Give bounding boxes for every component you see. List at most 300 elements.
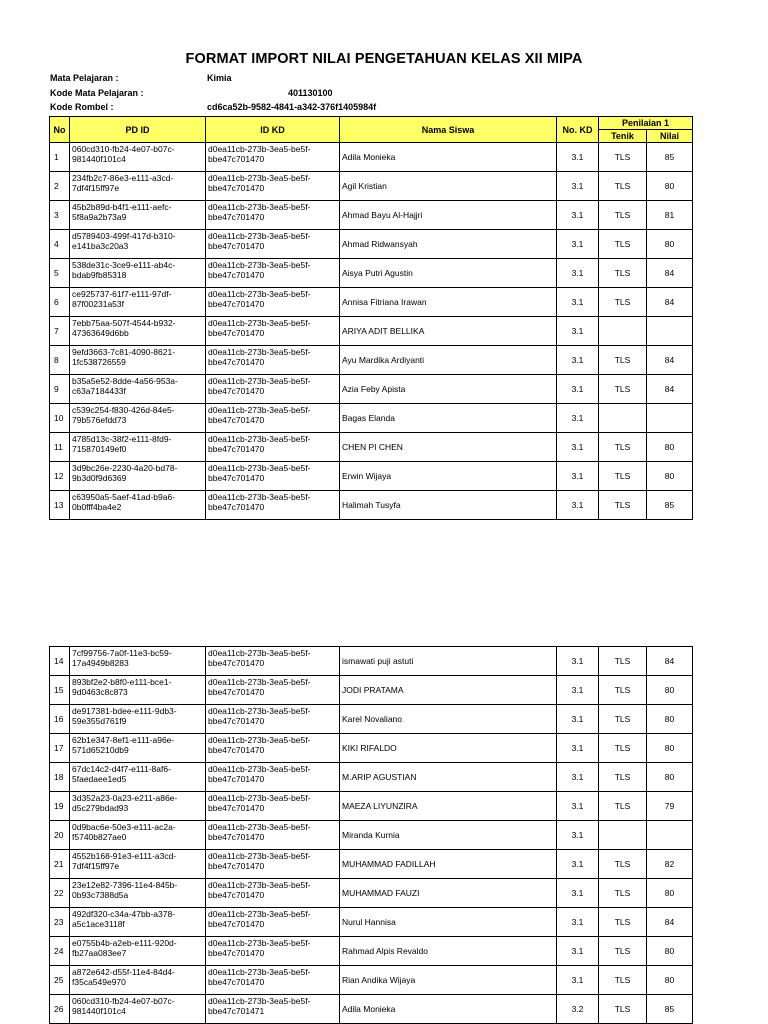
row-nilai: 80 <box>647 705 693 734</box>
id-kd-line-1: d0ea11cb-273b-3ea5-be5f- <box>208 376 311 386</box>
row-nilai: 80 <box>647 966 693 995</box>
id-kd-line-1: d0ea11cb-273b-3ea5-be5f- <box>208 260 311 270</box>
id-kd-line-1: d0ea11cb-273b-3ea5-be5f- <box>208 822 311 832</box>
id-kd-line-1: d0ea11cb-273b-3ea5-be5f- <box>208 318 311 328</box>
id-kd-line-1: d0ea11cb-273b-3ea5-be5f- <box>208 967 311 977</box>
id-kd-line-2: bbe47c701470 <box>208 832 265 842</box>
row-teknik <box>599 821 647 850</box>
table-row <box>50 763 693 792</box>
table-row <box>50 966 693 995</box>
row-nilai <box>647 317 693 346</box>
row-no-kd: 3.1 <box>557 676 599 705</box>
row-no: 2 <box>50 172 70 201</box>
table-row <box>50 462 693 491</box>
table-row <box>50 879 693 908</box>
row-pd-id <box>70 462 206 491</box>
row-pd-id <box>70 676 206 705</box>
pd-id-line-1: 3d352a23-0a23-e211-a86e- <box>72 793 178 803</box>
pd-id-line-1: 3d9bc26e-2230-4a20-bd78- <box>72 463 178 473</box>
row-pd-id <box>70 850 206 879</box>
row-no: 8 <box>50 346 70 375</box>
row-no: 19 <box>50 792 70 821</box>
pd-id-line-2: a5c1ace3118f <box>72 919 125 929</box>
row-no: 20 <box>50 821 70 850</box>
row-id-kd <box>206 375 340 404</box>
pd-id-line-2: 981440f101c4 <box>72 1006 126 1016</box>
row-nilai: 84 <box>647 375 693 404</box>
id-kd-line-2: bbe47c701470 <box>208 977 265 987</box>
row-id-kd <box>206 705 340 734</box>
row-pd-id <box>70 647 206 676</box>
row-teknik: TLS <box>599 230 647 259</box>
mapel-value: Kimia <box>207 73 232 83</box>
row-nama-siswa: ARIYA ADIT BELLIKA <box>340 317 557 346</box>
row-teknik: TLS <box>599 491 647 520</box>
table-row <box>50 850 693 879</box>
row-pd-id <box>70 201 206 230</box>
row-id-kd <box>206 491 340 520</box>
row-no: 10 <box>50 404 70 433</box>
row-no: 25 <box>50 966 70 995</box>
row-no-kd: 3.1 <box>557 734 599 763</box>
id-kd-line-2: bbe47c701470 <box>208 328 265 338</box>
row-nilai: 80 <box>647 937 693 966</box>
row-no-kd: 3.1 <box>557 317 599 346</box>
row-pd-id <box>70 404 206 433</box>
pd-id-line-1: b35a5e52-8dde-4a56-953a- <box>72 376 178 386</box>
row-pd-id <box>70 879 206 908</box>
pd-id-line-2: 87f00231a53f <box>72 299 124 309</box>
mapel-label: Mata Pelajaran : <box>50 73 119 83</box>
id-kd-line-2: bbe47c701470 <box>208 502 265 512</box>
row-nama-siswa: Karel Novaliano <box>340 705 557 734</box>
row-no: 14 <box>50 647 70 676</box>
table-row <box>50 491 693 520</box>
row-teknik: TLS <box>599 995 647 1024</box>
row-teknik: TLS <box>599 908 647 937</box>
id-kd-line-1: d0ea11cb-273b-3ea5-be5f- <box>208 434 311 444</box>
pd-id-line-2: 79b576efdd73 <box>72 415 127 425</box>
id-kd-line-1: d0ea11cb-273b-3ea5-be5f- <box>208 677 311 687</box>
row-no-kd: 3.1 <box>557 346 599 375</box>
id-kd-line-1: d0ea11cb-273b-3ea5-be5f- <box>208 463 311 473</box>
row-teknik: TLS <box>599 705 647 734</box>
row-id-kd <box>206 676 340 705</box>
row-nama-siswa: MUHAMMAD FAUZI <box>340 879 557 908</box>
row-teknik: TLS <box>599 259 647 288</box>
pd-id-line-1: 62b1e347-8ef1-e111-a96e- <box>72 735 175 745</box>
row-no-kd: 3.1 <box>557 647 599 676</box>
row-no: 4 <box>50 230 70 259</box>
id-kd-line-2: bbe47c701470 <box>208 270 265 280</box>
row-no-kd: 3.1 <box>557 821 599 850</box>
id-kd-line-2: bbe47c701470 <box>208 803 265 813</box>
row-nilai: 80 <box>647 462 693 491</box>
id-kd-line-1: d0ea11cb-273b-3ea5-be5f- <box>208 851 311 861</box>
table-row <box>50 346 693 375</box>
row-teknik: TLS <box>599 433 647 462</box>
table-row <box>50 433 693 462</box>
row-nama-siswa: Adila Monieka <box>340 143 557 172</box>
row-no-kd: 3.1 <box>557 937 599 966</box>
row-nama-siswa: Annisa Fitriana Irawan <box>340 288 557 317</box>
row-no: 21 <box>50 850 70 879</box>
row-nama-siswa: Nurul Hannisa <box>340 908 557 937</box>
pd-id-line-2: e141ba3c20a3 <box>72 241 129 251</box>
table-row <box>50 908 693 937</box>
row-nilai: 80 <box>647 676 693 705</box>
row-nilai <box>647 404 693 433</box>
row-pd-id <box>70 792 206 821</box>
table-row <box>50 288 693 317</box>
row-teknik: TLS <box>599 734 647 763</box>
table-row <box>50 734 693 763</box>
row-id-kd <box>206 966 340 995</box>
id-kd-line-1: d0ea11cb-273b-3ea5-be5f- <box>208 492 311 502</box>
row-teknik: TLS <box>599 201 647 230</box>
id-kd-line-1: d0ea11cb-273b-3ea5-be5f- <box>208 996 311 1006</box>
row-id-kd <box>206 404 340 433</box>
id-kd-line-1: d0ea11cb-273b-3ea5-be5f- <box>208 173 311 183</box>
row-nilai: 84 <box>647 259 693 288</box>
row-teknik: TLS <box>599 676 647 705</box>
pd-id-line-2: c63a7184433f <box>72 386 126 396</box>
table-row <box>50 995 693 1024</box>
row-no-kd: 3.1 <box>557 792 599 821</box>
table-row <box>50 317 693 346</box>
grades-table-bottom <box>49 646 693 1024</box>
pd-id-line-2: 9b3d0f9d6369 <box>72 473 127 483</box>
row-nama-siswa: M.ARIP AGUSTIAN <box>340 763 557 792</box>
pd-id-line-1: 492df320-c34a-47bb-a378- <box>72 909 176 919</box>
pd-id-line-1: 4785d13c-38f2-e111-8fd9- <box>72 434 172 444</box>
row-nama-siswa: Ahmad Bayu Al-Hajjri <box>340 201 557 230</box>
table-row <box>50 676 693 705</box>
table-row <box>50 705 693 734</box>
row-no: 13 <box>50 491 70 520</box>
row-no-kd: 3.1 <box>557 375 599 404</box>
row-no-kd: 3.1 <box>557 433 599 462</box>
page-title: FORMAT IMPORT NILAI PENGETAHUAN KELAS XII MIPA <box>185 51 583 67</box>
row-nama-siswa: Rian Andika Wijaya <box>340 966 557 995</box>
header-nilai: Nilai <box>647 130 693 143</box>
row-nama-siswa: CHEN PI CHEN <box>340 433 557 462</box>
id-kd-line-2: bbe47c701470 <box>208 687 265 697</box>
grades-table-top <box>49 116 693 520</box>
id-kd-line-2: bbe47c701470 <box>208 774 265 784</box>
row-no: 9 <box>50 375 70 404</box>
row-id-kd <box>206 879 340 908</box>
pd-id-line-2: 59e355d761f9 <box>72 716 127 726</box>
table-row <box>50 259 693 288</box>
row-no-kd: 3.1 <box>557 462 599 491</box>
row-nama-siswa: Aisya Putri Agustin <box>340 259 557 288</box>
pd-id-line-1: 0d9bac6e-50e3-e111-ac2a- <box>72 822 176 832</box>
row-no: 15 <box>50 676 70 705</box>
id-kd-line-2: bbe47c701470 <box>208 948 265 958</box>
row-nama-siswa: JODI PRATAMA <box>340 676 557 705</box>
pd-id-line-2: 7df4f15ff97e <box>72 183 120 193</box>
id-kd-line-2: bbe47c701470 <box>208 473 265 483</box>
row-id-kd <box>206 143 340 172</box>
pd-id-line-1: 893bf2e2-b8f0-e111-bce1- <box>72 677 172 687</box>
row-no-kd: 3.1 <box>557 491 599 520</box>
id-kd-line-2: bbe47c701470 <box>208 386 265 396</box>
row-id-kd <box>206 172 340 201</box>
row-no-kd: 3.1 <box>557 201 599 230</box>
row-id-kd <box>206 995 340 1024</box>
row-nama-siswa: Rahmad Alpis Revaldo <box>340 937 557 966</box>
row-no: 24 <box>50 937 70 966</box>
id-kd-line-1: d0ea11cb-273b-3ea5-be5f- <box>208 144 311 154</box>
pd-id-line-2: 1fc538726559 <box>72 357 126 367</box>
row-id-kd <box>206 908 340 937</box>
row-teknik: TLS <box>599 462 647 491</box>
row-nilai: 82 <box>647 850 693 879</box>
row-nama-siswa: MUHAMMAD FADILLAH <box>340 850 557 879</box>
pd-id-line-2: 0b0fff4ba4e2 <box>72 502 122 512</box>
row-nilai: 80 <box>647 230 693 259</box>
row-no-kd: 3.1 <box>557 763 599 792</box>
row-id-kd <box>206 230 340 259</box>
row-pd-id <box>70 705 206 734</box>
row-no: 22 <box>50 879 70 908</box>
pd-id-line-2: 17a4949b8283 <box>72 658 129 668</box>
row-nama-siswa: Miranda Kurnia <box>340 821 557 850</box>
row-teknik: TLS <box>599 966 647 995</box>
row-no-kd: 3.1 <box>557 850 599 879</box>
row-id-kd <box>206 792 340 821</box>
id-kd-line-2: bbe47c701470 <box>208 299 265 309</box>
header-nama-siswa: Nama Siswa <box>340 117 557 143</box>
pd-id-line-2: d5c279bdad93 <box>72 803 129 813</box>
table-row <box>50 404 693 433</box>
pd-id-line-2: 5f8a9a2b73a9 <box>72 212 127 222</box>
pd-id-line-2: 981440f101c4 <box>72 154 126 164</box>
pd-id-line-1: e0755b4b-a2eb-e111-920d- <box>72 938 177 948</box>
row-nilai: 84 <box>647 647 693 676</box>
header-id-kd: ID KD <box>206 117 340 143</box>
rombel-value: cd6ca52b-9582-4841-a342-376f1405984f <box>207 102 377 112</box>
row-no: 5 <box>50 259 70 288</box>
id-kd-line-2: bbe47c701470 <box>208 716 265 726</box>
row-pd-id <box>70 143 206 172</box>
row-teknik: TLS <box>599 850 647 879</box>
row-no: 26 <box>50 995 70 1024</box>
row-no: 12 <box>50 462 70 491</box>
row-nama-siswa: Bagas Elanda <box>340 404 557 433</box>
row-pd-id <box>70 346 206 375</box>
row-nilai: 85 <box>647 491 693 520</box>
row-nama-siswa: Halimah Tusyfa <box>340 491 557 520</box>
row-pd-id <box>70 937 206 966</box>
pd-id-line-1: c63950a5-5aef-41ad-b9a6- <box>72 492 176 502</box>
row-no-kd: 3.1 <box>557 143 599 172</box>
row-pd-id <box>70 375 206 404</box>
row-no-kd: 3.1 <box>557 259 599 288</box>
row-pd-id <box>70 288 206 317</box>
row-nilai: 85 <box>647 143 693 172</box>
table-row <box>50 792 693 821</box>
header-penilaian: Penilaian 1 <box>599 117 693 130</box>
row-nilai: 80 <box>647 763 693 792</box>
pd-id-line-2: 9d0463c8c873 <box>72 687 128 697</box>
row-pd-id <box>70 734 206 763</box>
row-teknik: TLS <box>599 143 647 172</box>
row-no: 3 <box>50 201 70 230</box>
row-pd-id <box>70 908 206 937</box>
pd-id-line-1: 060cd310-fb24-4e07-b07c- <box>72 996 175 1006</box>
row-nilai: 79 <box>647 792 693 821</box>
row-pd-id <box>70 763 206 792</box>
table-row <box>50 937 693 966</box>
pd-id-line-1: 234fb2c7-86e3-e111-a3cd- <box>72 173 174 183</box>
row-teknik: TLS <box>599 172 647 201</box>
row-nama-siswa: Adila Monieka <box>340 995 557 1024</box>
id-kd-line-1: d0ea11cb-273b-3ea5-be5f- <box>208 764 311 774</box>
row-nama-siswa: Ayu Mardika Ardiyanti <box>340 346 557 375</box>
row-id-kd <box>206 433 340 462</box>
rombel-label: Kode Rombel : <box>50 102 114 112</box>
pd-id-line-2: fb27aa083ee7 <box>72 948 127 958</box>
pd-id-line-1: a872e642-d55f-11e4-84d4- <box>72 967 175 977</box>
row-id-kd <box>206 288 340 317</box>
pd-id-line-1: c539c254-f830-426d-84e5- <box>72 405 175 415</box>
pd-id-line-2: 5faedaee1ed5 <box>72 774 127 784</box>
row-id-kd <box>206 937 340 966</box>
id-kd-line-1: d0ea11cb-273b-3ea5-be5f- <box>208 706 311 716</box>
row-teknik: TLS <box>599 647 647 676</box>
row-no: 6 <box>50 288 70 317</box>
table-row <box>50 230 693 259</box>
id-kd-line-1: d0ea11cb-273b-3ea5-be5f- <box>208 347 311 357</box>
row-nama-siswa: Ahmad Ridwansyah <box>340 230 557 259</box>
row-no: 11 <box>50 433 70 462</box>
row-id-kd <box>206 462 340 491</box>
row-no-kd: 3.1 <box>557 404 599 433</box>
pd-id-line-1: 9efd3663-7c81-4090-8621- <box>72 347 176 357</box>
row-teknik: TLS <box>599 792 647 821</box>
id-kd-line-2: bbe47c701470 <box>208 415 265 425</box>
id-kd-line-2: bbe47c701470 <box>208 241 265 251</box>
row-pd-id <box>70 491 206 520</box>
id-kd-line-1: d0ea11cb-273b-3ea5-be5f- <box>208 648 311 658</box>
row-nilai <box>647 821 693 850</box>
pd-id-line-1: 45b2b89d-b4f1-e111-aefc- <box>72 202 172 212</box>
row-no: 18 <box>50 763 70 792</box>
row-pd-id <box>70 821 206 850</box>
row-pd-id <box>70 995 206 1024</box>
pd-id-line-2: 7df4f15ff97e <box>72 861 120 871</box>
row-teknik: TLS <box>599 375 647 404</box>
row-id-kd <box>206 317 340 346</box>
row-no-kd: 3.1 <box>557 966 599 995</box>
row-nilai: 84 <box>647 346 693 375</box>
row-id-kd <box>206 763 340 792</box>
row-id-kd <box>206 259 340 288</box>
pd-id-line-1: 23e12e82-7396-11e4-845b- <box>72 880 178 890</box>
pd-id-line-1: 7ebb75aa-507f-4544-b932- <box>72 318 176 328</box>
row-pd-id <box>70 259 206 288</box>
row-nama-siswa: Agil Kristian <box>340 172 557 201</box>
id-kd-line-1: d0ea11cb-273b-3ea5-be5f- <box>208 793 311 803</box>
header-no: No <box>50 117 70 143</box>
row-teknik <box>599 317 647 346</box>
id-kd-line-2: bbe47c701470 <box>208 154 265 164</box>
row-id-kd <box>206 850 340 879</box>
pd-id-line-1: 7cf99756-7a0f-11e3-bc59- <box>72 648 172 658</box>
row-no-kd: 3.2 <box>557 995 599 1024</box>
row-id-kd <box>206 647 340 676</box>
pd-id-line-2: 0b93c7388d5a <box>72 890 129 900</box>
row-teknik: TLS <box>599 763 647 792</box>
row-nama-siswa: Azia Feby Apista <box>340 375 557 404</box>
id-kd-line-2: bbe47c701470 <box>208 357 265 367</box>
pd-id-line-2: 47363649d6bb <box>72 328 129 338</box>
row-no-kd: 3.1 <box>557 705 599 734</box>
row-nilai: 84 <box>647 288 693 317</box>
pd-id-line-2: f35ca549e970 <box>72 977 126 987</box>
row-no: 16 <box>50 705 70 734</box>
row-nilai: 80 <box>647 433 693 462</box>
pd-id-line-1: de917381-bdee-e111-9db3- <box>72 706 177 716</box>
table-row <box>50 143 693 172</box>
row-id-kd <box>206 821 340 850</box>
row-id-kd <box>206 346 340 375</box>
row-pd-id <box>70 230 206 259</box>
row-teknik: TLS <box>599 346 647 375</box>
pd-id-line-1: 67dc14c2-d4f7-e111-8af6- <box>72 764 171 774</box>
id-kd-line-1: d0ea11cb-273b-3ea5-be5f- <box>208 880 311 890</box>
pd-id-line-1: ce925737-61f7-e111-97df- <box>72 289 172 299</box>
table-row <box>50 821 693 850</box>
id-kd-line-1: d0ea11cb-273b-3ea5-be5f- <box>208 231 311 241</box>
row-no: 23 <box>50 908 70 937</box>
row-nama-siswa: Erwin Wijaya <box>340 462 557 491</box>
pd-id-line-2: f5740b827ae0 <box>72 832 127 842</box>
row-no-kd: 3.1 <box>557 908 599 937</box>
row-nilai: 85 <box>647 995 693 1024</box>
id-kd-line-1: d0ea11cb-273b-3ea5-be5f- <box>208 405 311 415</box>
header-teknik: Tenik <box>599 130 647 143</box>
id-kd-line-1: d0ea11cb-273b-3ea5-be5f- <box>208 735 311 745</box>
header-pd-id: PD ID <box>70 117 206 143</box>
row-teknik: TLS <box>599 879 647 908</box>
row-id-kd <box>206 734 340 763</box>
table-row <box>50 375 693 404</box>
pd-id-line-1: 4552b168-91e3-e111-a3cd- <box>72 851 177 861</box>
id-kd-line-1: d0ea11cb-273b-3ea5-be5f- <box>208 289 311 299</box>
row-nilai: 81 <box>647 201 693 230</box>
row-pd-id <box>70 172 206 201</box>
id-kd-line-1: d0ea11cb-273b-3ea5-be5f- <box>208 938 311 948</box>
row-no: 1 <box>50 143 70 172</box>
row-nama-siswa: KIKI RIFALDO <box>340 734 557 763</box>
row-no-kd: 3.1 <box>557 288 599 317</box>
header-no-kd: No. KD <box>557 117 599 143</box>
id-kd-line-2: bbe47c701470 <box>208 658 265 668</box>
row-no-kd: 3.1 <box>557 879 599 908</box>
row-nilai: 84 <box>647 908 693 937</box>
id-kd-line-2: bbe47c701470 <box>208 890 265 900</box>
row-pd-id <box>70 433 206 462</box>
row-nama-siswa: MAEZA LIYUNZIRA <box>340 792 557 821</box>
row-nilai: 80 <box>647 172 693 201</box>
meta-block <box>50 71 410 115</box>
row-pd-id <box>70 317 206 346</box>
id-kd-line-2: bbe47c701470 <box>208 919 265 929</box>
id-kd-line-2: bbe47c701470 <box>208 212 265 222</box>
